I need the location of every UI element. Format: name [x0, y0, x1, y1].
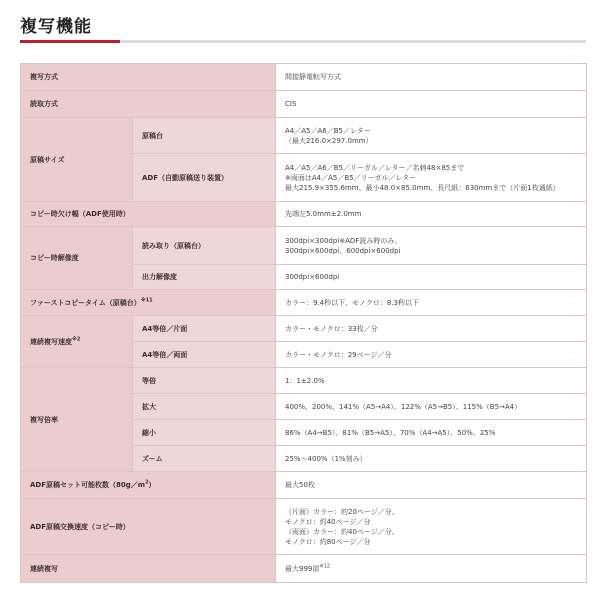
value-copy-margin: 先端左5.0mm±2.0mm	[276, 202, 587, 227]
value-actual-size: 1：1±2.0%	[276, 368, 587, 394]
title-underline-accent	[20, 40, 120, 43]
value-adf-capacity: 最大50枚	[276, 472, 587, 499]
table-row	[21, 202, 587, 227]
row-label-copy-margin: コピー時欠け幅（ADF使用時）	[21, 202, 276, 227]
table-row	[21, 368, 587, 394]
value-zoom: 25%～400%（1%刻み）	[276, 446, 587, 472]
footnote-mark: ※12	[319, 563, 330, 570]
footnote-mark: ※11	[140, 297, 153, 304]
row-label-adf-capacity: ADF原稿セット可能枚数$(80g/m^2)$	[21, 472, 276, 499]
value-duplex-speed: カラー・モノクロ：29ページ／分	[276, 342, 587, 368]
value-line: モノクロ：約80ページ／分	[285, 537, 371, 546]
table-row	[21, 227, 587, 265]
value-line: （最大216.0×297.0mm）	[285, 136, 373, 145]
row-label-magnification: 複写倍率	[21, 368, 133, 472]
table-row	[21, 118, 587, 154]
table-row	[21, 64, 587, 91]
value-reading-method: CIS	[276, 91, 587, 118]
value-line: 最大215.9×355.6mm、最小48.0×85.0mm、長尺紙：630mmまで（片面1枚通紙）	[285, 183, 560, 192]
table-row	[21, 499, 587, 555]
row-label-adf-exchange-speed: ADF原稿交換速度（コピー時）	[21, 499, 276, 555]
value-first-copy-time: カラー：9.4秒以下、モノクロ：8.3秒以下	[276, 290, 587, 316]
value-reduce: 86%（A4→B5）、81%（B5→A5）、70%（A4→A5）、50%、25%	[276, 420, 587, 446]
value-line: 300dpi×300dpi※ADF読み時のみ、	[285, 236, 402, 245]
table-row	[21, 472, 587, 499]
row-label-first-copy-time: ファーストコピータイム（原稿台）$^{※11}$	[21, 290, 276, 316]
value-line: モノクロ：約40ページ／分	[285, 517, 371, 526]
row-label-copy-resolution: コピー時解像度	[21, 227, 133, 290]
sub-label-zoom: ズーム	[133, 446, 276, 472]
value-adf-size	[276, 154, 587, 202]
sub-label-scan-resolution: 読み取り（原稿台）	[133, 227, 276, 265]
row-label-copy-method: 複写方式	[21, 64, 276, 91]
page-title: 複写機能	[20, 17, 92, 37]
table-row	[21, 91, 587, 118]
value-line: A4／A5／A6／B5／リーガル／レター／名刺48×85まで	[285, 163, 465, 172]
value-line: 300dpi×600dpi、600dpi×600dpi	[285, 246, 401, 255]
sub-label-actual-size: 等倍	[133, 368, 276, 394]
sub-label-adf: ADF（自動原稿送り装置）	[133, 154, 276, 202]
value-line: A4／A5／A6／B5／レター	[285, 126, 371, 135]
footnote-mark: ※2	[72, 336, 81, 343]
value-multi-copy: 最大999部$^{※12}$	[276, 555, 587, 583]
value-simplex-speed: カラー・モノクロ：33枚／分	[276, 316, 587, 342]
value-scan-resolution	[276, 227, 587, 265]
value-line: （片面）カラー：約20ページ／分、	[285, 507, 399, 516]
value-output-resolution: 300dpi×600dpi	[276, 265, 587, 290]
sub-label-duplex: A4等倍／両面	[133, 342, 276, 368]
sub-label-simplex: A4等倍／片面	[133, 316, 276, 342]
sub-label-output-resolution: 出力解像度	[133, 265, 276, 290]
value-adf-exchange-speed	[276, 499, 587, 555]
sub-label-original-glass: 原稿台	[133, 118, 276, 154]
copy-spec-table	[20, 63, 587, 583]
value-copy-method: 間接静電転写方式	[276, 64, 587, 91]
title-underline	[20, 40, 586, 43]
table-row	[21, 316, 587, 342]
value-original-glass	[276, 118, 587, 154]
value-line: ※両面はA4／A5／B5／リーガル／レター	[285, 173, 417, 182]
table-row	[21, 290, 587, 316]
value-line: （両面）カラー：約40ページ／分、	[285, 527, 399, 536]
sub-label-reduce: 縮小	[133, 420, 276, 446]
row-label-continuous-speed: 連続複写速度$^{※2}$	[21, 316, 133, 368]
row-label-reading-method: 読取方式	[21, 91, 276, 118]
row-label-original-size: 原稿サイズ	[21, 118, 133, 202]
value-enlarge: 400%、200%、141%（A5→A4）、122%（A5→B5）、115%（B5→A4）	[276, 394, 587, 420]
sub-label-enlarge: 拡大	[133, 394, 276, 420]
table-row	[21, 555, 587, 583]
row-label-multi-copy: 連続複写	[21, 555, 276, 583]
